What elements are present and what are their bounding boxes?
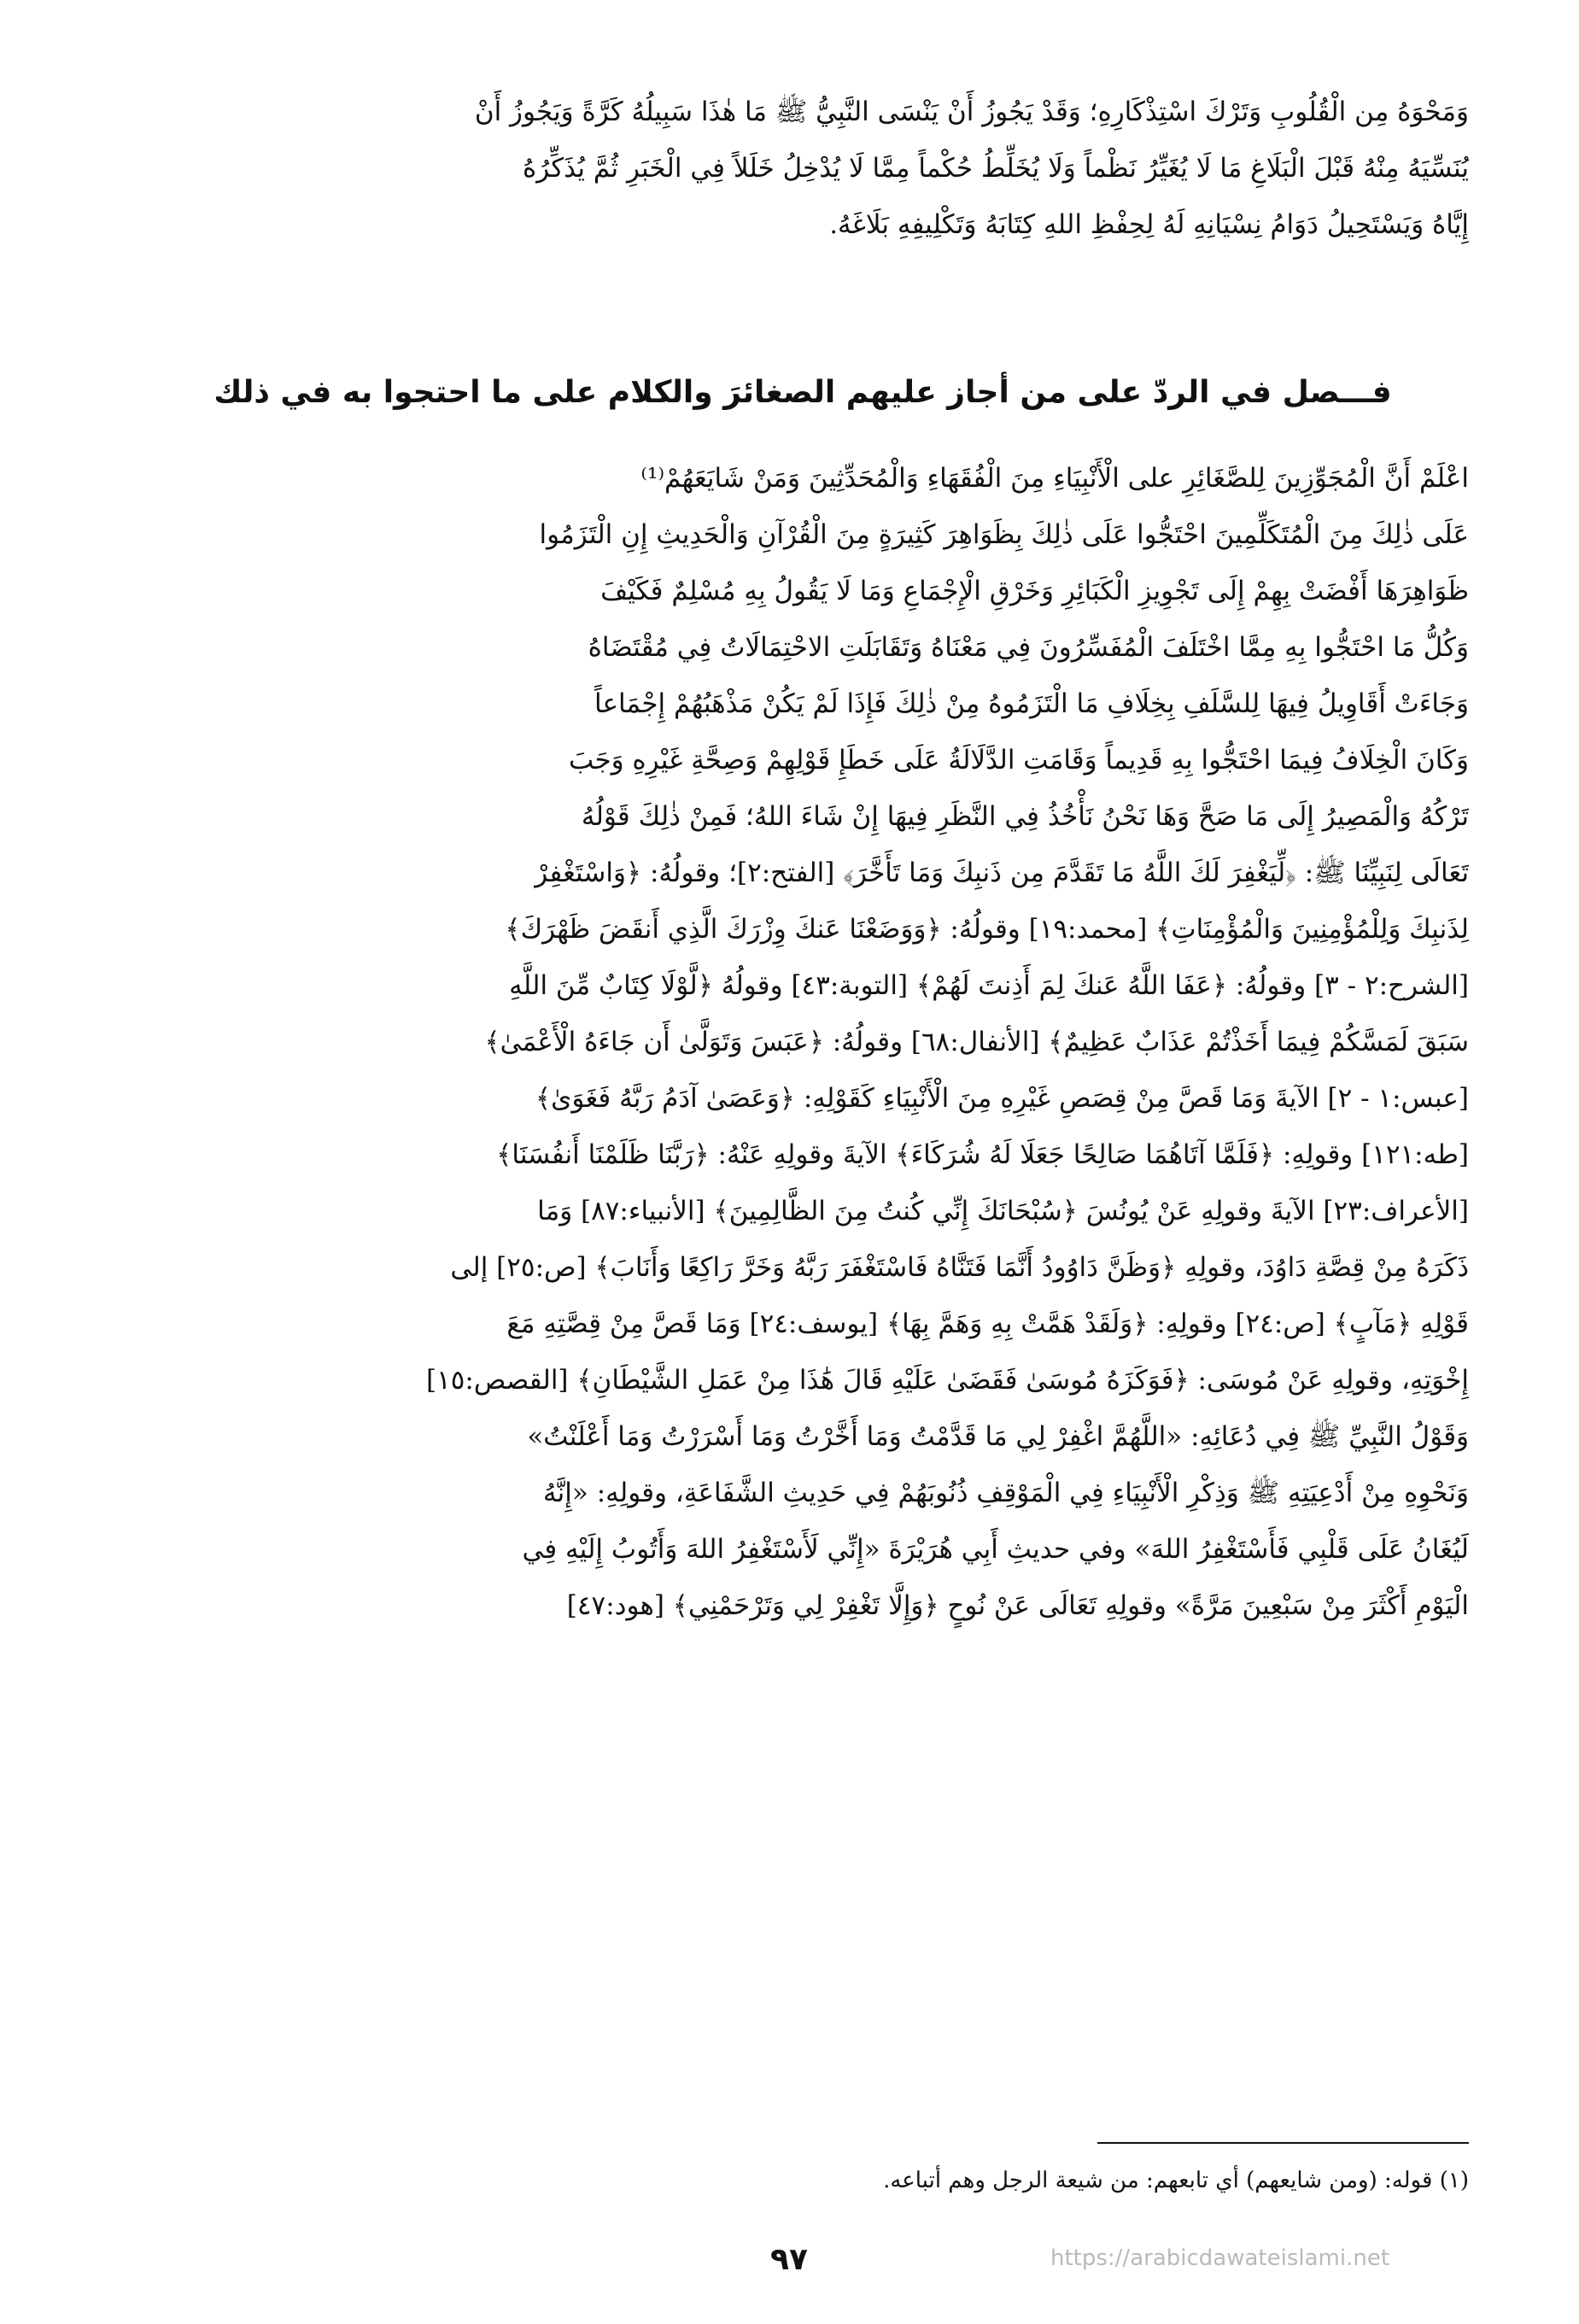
- body-line: وَكُلُّ مَا احْتَجُّوا بِهِ مِمَّا اخْتَلَفَ الْمُفَسِّرُونَ فِي مَعْنَاهُ وَتَقَابَلَتِ الاحْتِمَالَاتُ فِي مُقْتَضَاهُ: [588, 632, 1469, 663]
- section-heading: فـــصل في الردّ على من أجاز عليهم الصغائرَ والكلام على ما احتجوا به في ذلك: [213, 375, 1392, 410]
- footnote: (١) قوله: (ومن شايعهم) أي تابعهم: من شيعة الرجل وهم أتباعه.: [883, 2168, 1469, 2193]
- body-line: [عبس:١ - ٢] الآيةَ وَمَا قَصَّ مِنْ قِصَصِ غَيْرِهِ مِنَ الْأَنْبِيَاءِ كَقَوْلِهِ: ﴿وَعَصَىٰ آدَمُ رَبَّهُ فَغَوَىٰ﴾: [535, 1083, 1469, 1114]
- body-line: [طه:١٢١] وقولِهِ: ﴿فَلَمَّا آتَاهُمَا صَالِحًا جَعَلَا لَهُ شُرَكَاءَ﴾ الآيةَ وقولِهِ عَنْهُ: ﴿رَبَّنَا ظَلَمْنَا أَنفُسَنَا﴾: [496, 1139, 1469, 1170]
- body-line: ذَكَرَهُ مِنْ قِصَّةِ دَاوُدَ، وقولِهِ ﴿وَظَنَّ دَاوُودُ أَنَّمَا فَتَنَّاهُ فَاسْتَغْفَرَ رَبَّهُ وَخَرَّ رَاكِعًا وَأَنَابَ﴾ [ص:٢٥] إلى: [450, 1252, 1469, 1283]
- body-line: وَكَانَ الْخِلَافُ فِيمَا احْتَجُّوا بِهِ قَدِيماً وَقَامَتِ الدَّلَالَةُ عَلَى خَطَإِ قَوْلِهِمْ وَصِحَّةِ غَيْرِهِ وَجَبَ: [569, 745, 1469, 776]
- footnote-divider: [1097, 2142, 1469, 2144]
- body-line: وَقَوْلُ النَّبِيِّ ﷺ فِي دُعَائِهِ: «اللَّهُمَّ اغْفِرْ لِي مَا قَدَّمْتُ وَمَا أَخَّرْتُ وَمَا أَسْرَرْتُ وَمَا أَعْلَنْتُ»: [527, 1421, 1469, 1452]
- intro-line: وَمَحْوَهُ مِن الْقُلُوبِ وَتَرْكَ اسْتِذْكَارِهِ؛ وَقَدْ يَجُوزُ أَنْ يَنْسَى النَّبِيُّ ﷺ مَا هٰذَا سَبِيلُهُ كَرَّةً وَيَجُوزُ أَنْ: [474, 97, 1469, 127]
- body-line: وَجَاءَتْ أَقَاوِيلُ فِيهَا لِلسَّلَفِ بِخِلَافِ مَا الْتَزَمُوهُ مِنْ ذٰلِكَ فَإِذَا لَمْ يَكُنْ مَذْهَبُهُمْ إِجْمَاعاً: [594, 688, 1469, 719]
- body-line: سَبَقَ لَمَسَّكُمْ فِيمَا أَخَذْتُمْ عَذَابٌ عَظِيمٌ﴾ [الأنفال:٦٨] وقولُهُ: ﴿عَبَسَ وَتَوَلَّىٰ أَن جَاءَهُ الْأَعْمَىٰ﴾: [484, 1027, 1469, 1057]
- body-line: إِخْوَتِهِ، وقولِهِ عَنْ مُوسَى: ﴿فَوَكَزَهُ مُوسَىٰ فَقَضَىٰ عَلَيْهِ قَالَ هَٰذَا مِنْ عَمَلِ الشَّيْطَانِ﴾ [القصص:١٥]: [425, 1365, 1469, 1396]
- page-number: ٩٧: [770, 2242, 808, 2277]
- body-line: [137, 1634, 1469, 1690]
- intro-paragraph: [137, 84, 1469, 253]
- intro-line: إِيَّاهُ وَيَسْتَحِيلُ دَوَامُ نِسْيَانِهِ لَهُ لِحِفْظِ اللهِ كِتَابَهُ وَتَكْلِيفِهِ بَلَاغَهُ.: [829, 209, 1469, 240]
- body-line: لِذَنبِكَ وَلِلْمُؤْمِنِينَ وَالْمُؤْمِنَاتِ﴾ [محمد:١٩] وقولُهُ: ﴿وَوَضَعْنَا عَنكَ وِزْرَكَ الَّذِي أَنقَضَ ظَهْرَكَ﴾: [505, 914, 1469, 945]
- body-line: تَعَالَى لِنَبِيِّنَا ﷺ: ﴿لِّيَغْفِرَ لَكَ اللَّهُ مَا تَقَدَّمَ مِن ذَنبِكَ وَمَا تَأَخَّرَ﴾ [الفتح:٢]؛ وقولُهُ: ﴿وَاسْتَغْفِرْ: [535, 858, 1469, 888]
- body-line: ظَوَاهِرَهَا أَفْضَتْ بِهِمْ إِلَى تَجْوِيزِ الْكَبَائِرِ وَخَرْقِ الْإِجْمَاعِ وَمَا لَا يَقُولُ بِهِ مُسْلِمٌ فَكَيْفَ: [600, 576, 1469, 606]
- watermark-url: https://arabicdawateislami.net: [1050, 2245, 1390, 2271]
- body-line: [الشرح:٢ - ٣] وقولُهُ: ﴿عَفَا اللَّهُ عَنكَ لِمَ أَذِنتَ لَهُمْ﴾ [التوبة:٤٣] وقولُهُ ﴿لَّوْلَا كِتَابٌ مِّنَ اللَّهِ: [509, 970, 1469, 1001]
- body-line: وَنَحْوِهِ مِنْ أَدْعِيَتِهِ ﷺ وَذِكْرِ الْأَنْبِيَاءِ فِي الْمَوْقِفِ ذُنُوبَهُمْ فِي حَدِيثِ الشَّفَاعَةِ، وقولِهِ: «إِنَّهُ: [543, 1478, 1469, 1508]
- body-line: الْيَوْمِ أَكْثَرَ مِنْ سَبْعِينَ مَرَّةً» وقولِهِ تَعَالَى عَنْ نُوحٍ ﴿وَإِلَّا تَغْفِرْ لِي وَتَرْحَمْنِي﴾ [هود:٤٧]: [566, 1590, 1469, 1621]
- body-line: اعْلَمْ أَنَّ الْمُجَوِّزِينَ لِلصَّغَائِرِ على الْأَنْبِيَاءِ مِنَ الْفُقَهَاءِ وَالْمُحَدِّثِينَ وَمَنْ شَايَعَهُمْ⁽¹⁾: [640, 463, 1469, 494]
- intro-line: يُنَسِّيَهُ مِنْهُ قَبْلَ الْبَلَاغِ مَا لَا يُغَيِّرُ نَظْماً وَلَا يُخَلِّطُ حُكْماً مِمَّا لَا يُدْخِلُ خَلَلاً فِي الْخَبَرِ ثُمَّ يُذَكِّرُهُ: [522, 153, 1469, 184]
- body-line: [الأعراف:٢٣] الآيةَ وقولِهِ عَنْ يُونُسَ ﴿سُبْحَانَكَ إِنِّي كُنتُ مِنَ الظَّالِمِينَ﴾ [الأنبياء:٨٧] وَمَا: [537, 1196, 1469, 1226]
- body-line: قَوْلِهِ ﴿مَآبٍ﴾ [ص:٢٤] وقولِهِ: ﴿وَلَقَدْ هَمَّتْ بِهِ وَهَمَّ بِهَا﴾ [يوسف:٢٤] وَمَا قَصَّ مِنْ قِصَّتِهِ مَعَ: [506, 1308, 1469, 1339]
- main-paragraph: [137, 450, 1469, 1690]
- body-line: تَرْكُهُ وَالْمَصِيرُ إِلَى مَا صَحَّ وَهَا نَحْنُ نَأْخُذُ فِي النَّظَرِ فِيهَا إِنْ شَاءَ اللهُ؛ فَمِنْ ذٰلِكَ قَوْلُهُ: [581, 801, 1469, 832]
- body-line: لَيُغَانُ عَلَى قَلْبِي فَأَسْتَغْفِرُ اللهَ» وفي حديثِ أَبِي هُرَيْرَةَ «إِنِّي لَأَسْتَغْفِرُ اللهَ وَأَتُوبُ إِلَيْهِ فِي: [522, 1534, 1469, 1565]
- body-line: عَلَى ذٰلِكَ مِنَ الْمُتَكَلِّمِينَ احْتَجُّوا عَلَى ذٰلِكَ بِظَوَاهِرَ كَثِيرَةٍ مِنَ الْقُرْآنِ وَالْحَدِيثِ إِنِ الْتَزَمُوا: [539, 519, 1469, 550]
